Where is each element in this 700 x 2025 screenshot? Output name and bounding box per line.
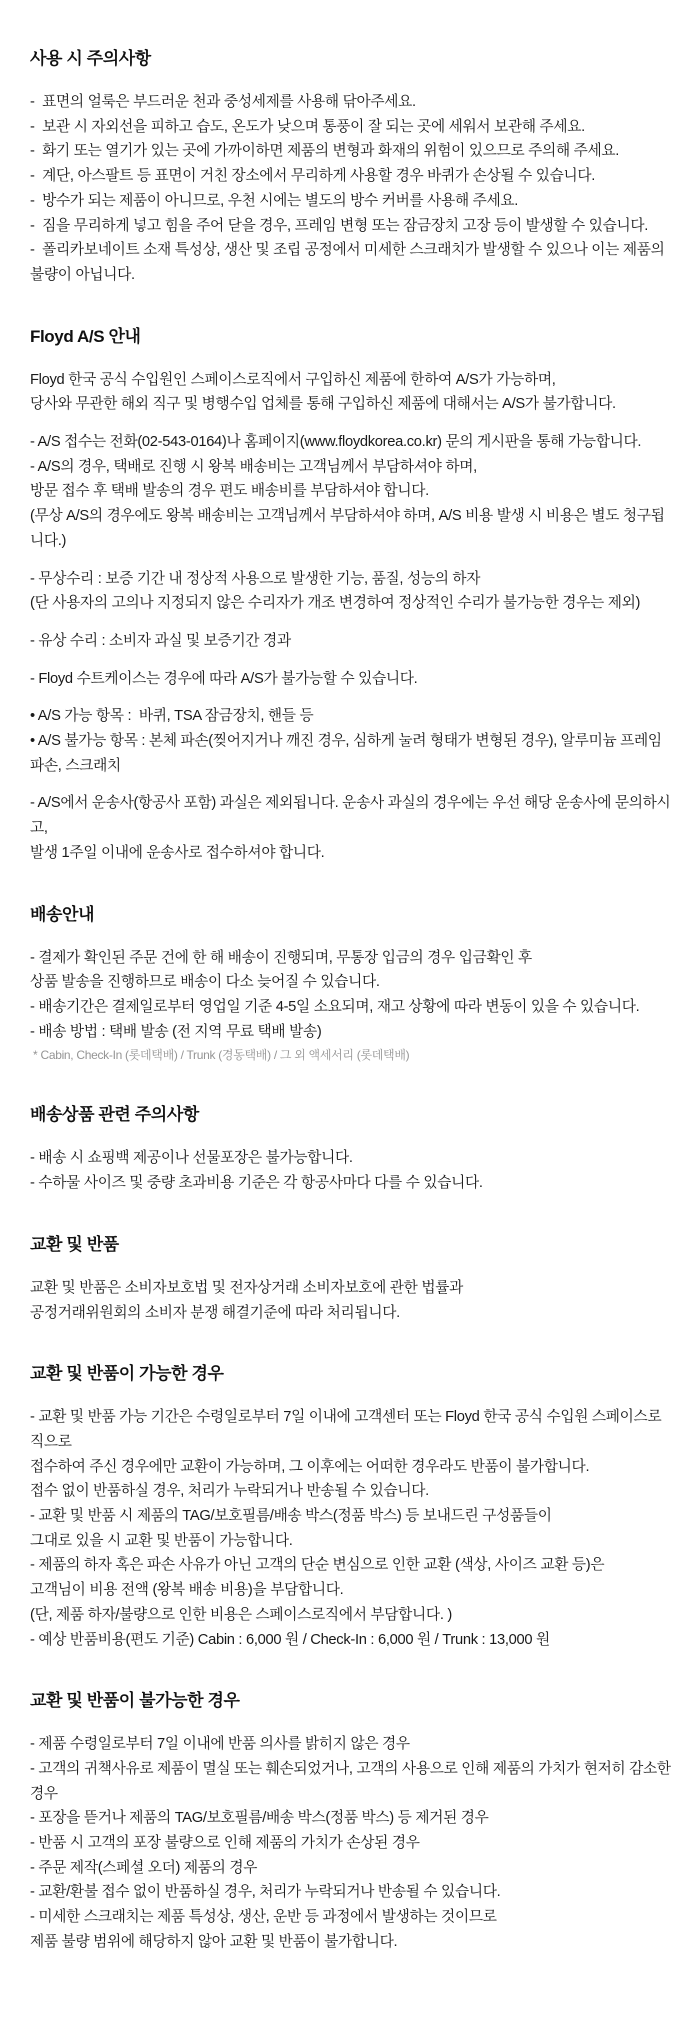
- text-line: 발생 1주일 이내에 운송사로 접수하셔야 합니다.: [30, 844, 325, 861]
- paragraph-group: [30, 667, 672, 692]
- text-line: - 수하물 사이즈 및 중량 초과비용 기준은 각 항공사마다 다를 수 있습니다.: [30, 1175, 483, 1192]
- text-line: - 폴리카보네이트 소재 특성상, 생산 및 조립 공정에서 미세한 스크래치가 발생할 수 있으나 이는 제품의 불량이 아닙니다.: [30, 242, 669, 283]
- policy-section: [30, 1234, 672, 1325]
- section-heading: 배송안내: [30, 904, 95, 924]
- text-line: 그대로 있을 시 교환 및 반품이 가능합니다.: [30, 1532, 293, 1549]
- text-line: 고객님이 비용 전액 (왕복 배송 비용)을 부담합니다.: [30, 1582, 344, 1599]
- text-line: - 교환 및 반품 가능 기간은 수령일로부터 7일 이내에 고객센터 또는 Floyd 한국 공식 수입원 스페이스로직으로: [30, 1409, 662, 1450]
- text-line: - 유상 수리 : 소비자 과실 및 보증기간 경과: [30, 632, 291, 649]
- text-line: - 교환/환불 접수 없이 반품하실 경우, 처리가 누락되거나 반송될 수 있습니다.: [30, 1884, 501, 1901]
- paragraph-group: [30, 567, 672, 616]
- text-line: - A/S 접수는 전화(02-543-0164)나 홈페이지(www.floydkorea.co.kr) 문의 게시판을 통해 가능합니다.: [30, 434, 642, 451]
- paragraph-group: [30, 704, 672, 778]
- text-line: - 반품 시 고객의 포장 불량으로 인해 제품의 가치가 손상된 경우: [30, 1835, 420, 1852]
- paragraph-group: [30, 946, 672, 1067]
- section-heading: 사용 시 주의사항: [30, 49, 151, 68]
- text-line: - 주문 제작(스페셜 오더) 제품의 경우: [30, 1859, 258, 1876]
- text-line: - 무상수리 : 보증 기간 내 정상적 사용으로 발생한 기능, 품질, 성능의 하자: [30, 570, 481, 587]
- section-heading: Floyd A/S 안내: [30, 326, 141, 346]
- text-line: - 표면의 얼룩은 부드러운 천과 중성세제를 사용해 닦아주세요.: [30, 94, 416, 110]
- text-line: - 고객의 귀책사유로 제품이 멸실 또는 훼손되었거나, 고객의 사용으로 인해 제품의 가치가 현저히 감소한 경우: [30, 1760, 675, 1802]
- text-line: - A/S에서 운송사(항공사 포함) 과실은 제외됩니다. 운송사 과실의 경우에는 우선 해당 운송사에 문의하시고,: [30, 795, 671, 837]
- text-line: - 제품 수령일로부터 7일 이내에 반품 의사를 밝히지 않은 경우: [30, 1736, 410, 1753]
- paragraph-group: [30, 368, 672, 417]
- text-line: • A/S 가능 항목 : 바퀴, TSA 잠금장치, 핸들 등: [30, 708, 314, 725]
- text-line: - A/S의 경우, 택배로 진행 시 왕복 배송비는 고객님께서 부담하셔야 하며,: [30, 458, 477, 475]
- text-line: 교환 및 반품은 소비자보호법 및 전자상거래 소비자보호에 관한 법률과: [30, 1279, 464, 1296]
- paragraph-group: [30, 629, 672, 654]
- text-line: - 화기 또는 열기가 있는 곳에 가까이하면 제품의 변형과 화재의 위험이 있으므로 주의해 주세요.: [30, 143, 620, 160]
- section-heading: 교환 및 반품: [30, 1234, 119, 1254]
- section-heading: 교환 및 반품이 불가능한 경우: [30, 1691, 240, 1711]
- text-line: - 배송 방법 : 택배 발송 (전 지역 무료 택배 발송): [30, 1023, 322, 1040]
- text-line: - 결제가 확인된 주문 건에 한 해 배송이 진행되며, 무통장 입금의 경우 입금확인 후: [30, 949, 532, 966]
- policy-section: [30, 1690, 675, 1954]
- text-line: 접수하여 주신 경우에만 교환이 가능하며, 그 이후에는 어떠한 경우라도 반품이 불가합니다.: [30, 1458, 590, 1475]
- text-line: - 배송 시 쇼핑백 제공이나 선물포장은 불가능합니다.: [30, 1150, 353, 1167]
- text-line: (단 사용자의 고의나 지정되지 않은 수리자가 개조 변경하여 정상적인 수리가 불가능한 경우는 제외): [30, 595, 641, 612]
- text-line: (무상 A/S의 경우에도 왕복 배송비는 고객님께서 부담하셔야 하며, A/S 비용 발생 시 비용은 별도 청구됩니다.): [30, 508, 665, 549]
- text-line: - 계단, 아스팔트 등 표면이 거친 장소에서 무리하게 사용할 경우 바퀴가 손상될 수 있습니다.: [30, 168, 596, 185]
- text-line: (단, 제품 하자/불량으로 인한 비용은 스페이스로직에서 부담합니다. ): [30, 1606, 452, 1623]
- text-line: • A/S 불가능 항목 : 본체 파손(찢어지거나 깨진 경우, 심하게 눌려 형태가 변형된 경우), 알루미늄 프레임 파손, 스크래치: [30, 733, 666, 774]
- text-line: - 교환 및 반품 시 제품의 TAG/보호필름/배송 박스(정품 박스) 등 보내드린 구성품들이: [30, 1508, 552, 1525]
- policy-section: [30, 1363, 672, 1652]
- text-line: 당사와 무관한 해외 직구 및 병행수입 업체를 통해 구입하신 제품에 대해서는 A/S가 불가합니다.: [30, 396, 616, 413]
- policy-section: [30, 48, 672, 288]
- policy-section: [30, 904, 672, 1067]
- text-line: Floyd 한국 공식 수입원인 스페이스로직에서 구입하신 제품에 한하여 A/S가 가능하며,: [30, 371, 556, 388]
- paragraph-group: [30, 1405, 672, 1652]
- text-line: - 짐을 무리하게 넣고 힘을 주어 닫을 경우, 프레임 변형 또는 잠금장치 고장 등이 발생할 수 있습니다.: [30, 217, 649, 234]
- paragraph-group: [30, 90, 672, 288]
- paragraph-group: [30, 1146, 672, 1195]
- policy-section: [30, 326, 672, 866]
- text-line: - 보관 시 자외선을 피하고 습도, 온도가 낮으며 통풍이 잘 되는 곳에 세워서 보관해 주세요.: [30, 118, 585, 135]
- paragraph-group: [30, 791, 672, 865]
- text-line: 공정거래위원회의 소비자 분쟁 해결기준에 따라 처리됩니다.: [30, 1304, 400, 1321]
- text-line: 방문 접수 후 택배 발송의 경우 편도 배송비를 부담하셔야 합니다.: [30, 483, 429, 500]
- text-line: 제품 불량 범위에 해당하지 않아 교환 및 반품이 불가합니다.: [30, 1933, 398, 1950]
- text-line: 상품 발송을 진행하므로 배송이 다소 늦어질 수 있습니다.: [30, 974, 380, 991]
- text-line: - 배송기간은 결제일로부터 영업일 기준 4-5일 소요되며, 재고 상황에 따라 변동이 있을 수 있습니다.: [30, 998, 640, 1015]
- paragraph-group: [30, 430, 672, 554]
- paragraph-group: [30, 1276, 672, 1325]
- text-line: - 포장을 뜯거나 제품의 TAG/보호필름/배송 박스(정품 박스) 등 제거된 경우: [30, 1810, 489, 1827]
- section-heading: 배송상품 관련 주의사항: [30, 1105, 199, 1125]
- text-line: - Floyd 수트케이스는 경우에 따라 A/S가 불가능할 수 있습니다.: [30, 670, 418, 687]
- policy-section: [30, 1104, 672, 1195]
- text-line: - 예상 반품비용(편도 기준) Cabin : 6,000 원 / Check-In : 6,000 원 / Trunk : 13,000 원: [30, 1631, 550, 1648]
- text-line: - 제품의 하자 혹은 파손 사유가 아닌 고객의 단순 변심으로 인한 교환 (색상, 사이즈 교환 등)은: [30, 1557, 605, 1574]
- paragraph-group: [30, 1732, 675, 1954]
- text-line: - 미세한 스크래치는 제품 특성상, 생산, 운반 등 과정에서 발생하는 것이므로: [30, 1909, 497, 1926]
- text-line: 접수 없이 반품하실 경우, 처리가 누락되거나 반송될 수 있습니다.: [30, 1483, 429, 1500]
- note-line: * Cabin, Check-In (롯데택배) / Trunk (경동택배) / 그 외 액세서리 (롯데택배): [30, 1048, 410, 1063]
- text-line: - 방수가 되는 제품이 아니므로, 우천 시에는 별도의 방수 커버를 사용해 주세요.: [30, 192, 519, 209]
- section-heading: 교환 및 반품이 가능한 경우: [30, 1364, 224, 1384]
